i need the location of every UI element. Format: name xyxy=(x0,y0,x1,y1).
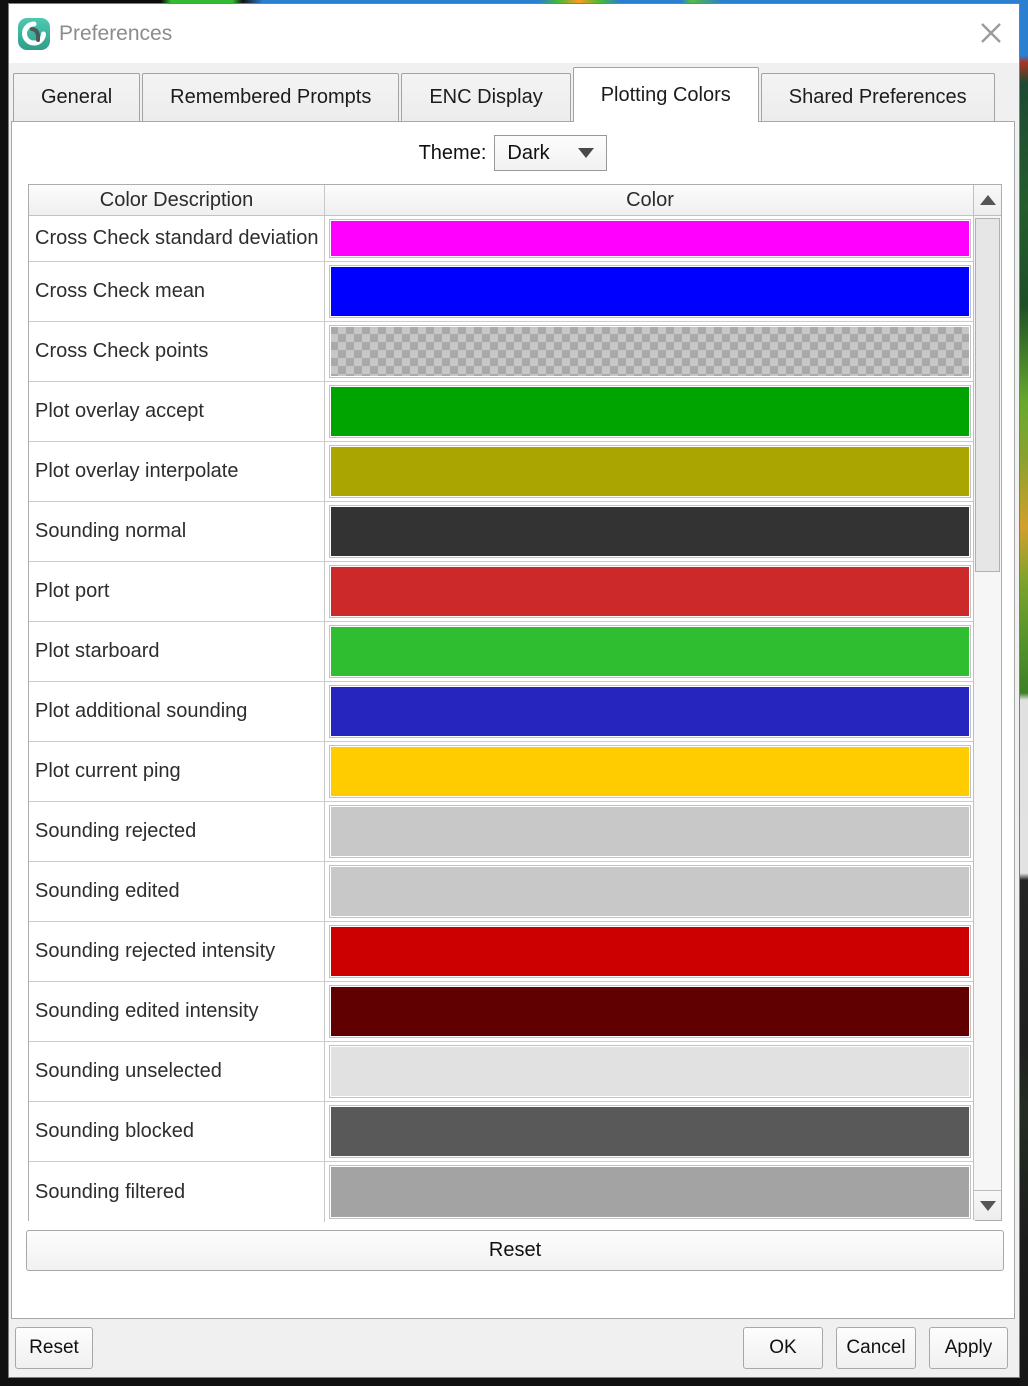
color-description-cell: Sounding edited intensity xyxy=(29,982,325,1041)
table-row xyxy=(29,442,1001,502)
color-swatch[interactable] xyxy=(329,1045,971,1098)
color-description-cell: Cross Check standard deviation xyxy=(29,216,325,261)
color-cell xyxy=(325,1042,975,1101)
app-icon xyxy=(17,17,51,51)
table-header-row xyxy=(29,185,1001,216)
plotting-colors-table xyxy=(28,184,1002,1221)
chevron-down-icon xyxy=(578,148,594,158)
apply-button[interactable]: Apply xyxy=(929,1327,1008,1369)
color-swatch[interactable] xyxy=(329,1105,971,1158)
color-swatch[interactable] xyxy=(329,565,971,618)
theme-row xyxy=(12,135,1014,171)
color-swatch[interactable] xyxy=(329,445,971,498)
color-description-cell: Plot current ping xyxy=(29,742,325,801)
color-description-cell: Cross Check points xyxy=(29,322,325,381)
color-description-cell: Sounding normal xyxy=(29,502,325,561)
table-row xyxy=(29,862,1001,922)
color-cell xyxy=(325,622,975,681)
close-icon[interactable] xyxy=(975,17,1007,49)
background-app-strip-right xyxy=(1020,0,1028,1386)
color-cell xyxy=(325,922,975,981)
color-cell xyxy=(325,562,975,621)
ok-button[interactable]: OK xyxy=(743,1327,823,1369)
table-row xyxy=(29,742,1001,802)
color-cell xyxy=(325,322,975,381)
dialog-footer xyxy=(9,1319,1019,1377)
color-cell xyxy=(325,1162,975,1222)
color-cell xyxy=(325,262,975,321)
tab-bar xyxy=(9,63,1019,121)
title-bar xyxy=(9,4,1019,63)
reset-button[interactable]: Reset xyxy=(15,1327,93,1369)
table-row xyxy=(29,1042,1001,1102)
tab-plotting-colors[interactable]: Plotting Colors xyxy=(573,67,759,122)
triangle-down-icon xyxy=(980,1201,996,1211)
table-row xyxy=(29,322,1001,382)
theme-dropdown[interactable] xyxy=(494,135,607,171)
triangle-up-icon xyxy=(980,195,996,205)
color-swatch[interactable] xyxy=(329,985,971,1038)
page-title: Preferences xyxy=(59,21,173,45)
color-swatch[interactable] xyxy=(329,265,971,318)
color-swatch[interactable] xyxy=(329,385,971,438)
tab-general[interactable]: General xyxy=(13,73,140,121)
color-swatch[interactable] xyxy=(329,325,971,378)
color-swatch[interactable] xyxy=(329,505,971,558)
vertical-scrollbar[interactable] xyxy=(973,185,1001,1220)
color-swatch[interactable] xyxy=(329,625,971,678)
color-cell xyxy=(325,982,975,1041)
theme-selected-value: Dark xyxy=(507,141,550,164)
tab-content-plotting-colors xyxy=(11,121,1015,1319)
color-cell xyxy=(325,862,975,921)
color-description-cell: Sounding blocked xyxy=(29,1102,325,1161)
preferences-dialog xyxy=(8,3,1020,1378)
color-swatch[interactable] xyxy=(329,685,971,738)
table-body xyxy=(29,216,1001,1222)
color-description-cell: Sounding filtered xyxy=(29,1162,325,1222)
color-swatch[interactable] xyxy=(329,805,971,858)
color-cell xyxy=(325,742,975,801)
color-description-cell: Plot starboard xyxy=(29,622,325,681)
tab-shared-preferences[interactable]: Shared Preferences xyxy=(761,73,995,121)
table-row xyxy=(29,562,1001,622)
table-row xyxy=(29,262,1001,322)
color-description-cell: Cross Check mean xyxy=(29,262,325,321)
theme-label: Theme: xyxy=(418,141,487,164)
table-row xyxy=(29,682,1001,742)
color-swatch[interactable] xyxy=(329,1165,971,1219)
color-swatch[interactable] xyxy=(329,925,971,978)
column-header-color: Color xyxy=(626,188,674,211)
table-row xyxy=(29,502,1001,562)
table-row xyxy=(29,922,1001,982)
color-cell xyxy=(325,216,975,261)
color-description-cell: Sounding rejected xyxy=(29,802,325,861)
table-row xyxy=(29,802,1001,862)
color-description-cell: Plot overlay accept xyxy=(29,382,325,441)
color-description-cell: Sounding rejected intensity xyxy=(29,922,325,981)
table-row xyxy=(29,1102,1001,1162)
color-description-cell: Sounding edited xyxy=(29,862,325,921)
color-description-cell: Plot additional sounding xyxy=(29,682,325,741)
color-description-cell: Plot overlay interpolate xyxy=(29,442,325,501)
color-cell xyxy=(325,802,975,861)
color-cell xyxy=(325,382,975,441)
color-cell xyxy=(325,1102,975,1161)
cancel-button[interactable]: Cancel xyxy=(836,1327,916,1369)
table-row xyxy=(29,382,1001,442)
reset-colors-button[interactable]: Reset xyxy=(26,1230,1004,1271)
color-swatch[interactable] xyxy=(329,865,971,918)
table-row xyxy=(29,1162,1001,1222)
color-swatch[interactable] xyxy=(329,745,971,798)
scrollbar-thumb[interactable] xyxy=(975,218,1000,572)
color-cell xyxy=(325,682,975,741)
scroll-up-button[interactable] xyxy=(974,185,1001,216)
tab-remembered-prompts[interactable]: Remembered Prompts xyxy=(142,73,399,121)
scroll-down-button[interactable] xyxy=(974,1190,1001,1220)
table-row xyxy=(29,216,1001,262)
tab-enc-display[interactable]: ENC Display xyxy=(401,73,570,121)
column-header-description: Color Description xyxy=(29,185,325,215)
color-cell xyxy=(325,442,975,501)
color-cell xyxy=(325,502,975,561)
color-description-cell: Sounding unselected xyxy=(29,1042,325,1101)
color-description-cell: Plot port xyxy=(29,562,325,621)
table-row xyxy=(29,622,1001,682)
table-row xyxy=(29,982,1001,1042)
color-swatch[interactable] xyxy=(329,219,971,258)
